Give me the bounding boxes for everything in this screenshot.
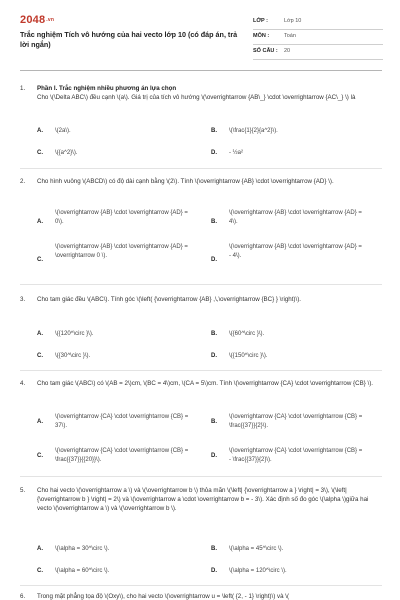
question-5 xyxy=(20,486,382,532)
question-body xyxy=(37,84,382,102)
question-number: 1. xyxy=(20,85,26,92)
option-label: C. xyxy=(37,453,43,459)
question-text: Cho tam giác \(ABC\) có \(AB = 2\)cm, \(BC = 4\)cm, \(CA = 5\)cm. Tính \(\overrightarrow {CA} \cdot \overrightarrow {CB} \). xyxy=(37,380,374,387)
option-text: \(\overrightarrow {AB} \cdot \overrightarrow {AD} = 4\). xyxy=(229,210,362,225)
question-separator xyxy=(20,370,382,371)
option-label: A. xyxy=(37,546,43,552)
option-text: \(2a\). xyxy=(55,128,71,134)
option-text: \(\overrightarrow {CA} \cdot \overrightarrow {CB} = - \frac{{37}}{2}\). xyxy=(229,448,363,463)
option-text: \(\overrightarrow {AB} \cdot \overrightarrow {AD} = \overrightarrow 0 \). xyxy=(55,244,188,259)
option-label: B. xyxy=(211,546,217,552)
option-label: A. xyxy=(37,331,43,337)
meta-value: Lớp 10 xyxy=(284,18,302,24)
question-separator xyxy=(20,585,382,586)
option-label: B. xyxy=(211,219,217,225)
option-text: \(\overrightarrow {CA} \cdot \overrightarrow {CB} = \frac{{37}}{2}\). xyxy=(229,414,363,429)
question-4 xyxy=(20,379,382,401)
meta-value: Toán xyxy=(284,33,296,39)
logo-suffix: .vn xyxy=(46,17,55,24)
option-label: B. xyxy=(211,128,217,134)
question-6 xyxy=(20,592,382,600)
question-3 xyxy=(20,295,382,317)
logo-main: 2048 xyxy=(20,14,46,26)
option-text: \(\overrightarrow {AB} \cdot \overrightarrow {AD} = - 4\). xyxy=(229,244,362,259)
option-text: \(\frac{1}{2}{a^2}\). xyxy=(229,128,278,134)
question-separator xyxy=(20,476,382,477)
meta-value: 20 xyxy=(284,48,291,54)
option-label: D. xyxy=(211,568,217,574)
option-label: D. xyxy=(211,453,217,459)
question-2 xyxy=(20,177,382,199)
option-label: C. xyxy=(37,353,43,359)
question-number: 2. xyxy=(20,178,26,185)
meta-row-subject xyxy=(253,30,383,45)
option-label: B. xyxy=(211,331,217,337)
meta-key: MÔN : xyxy=(253,33,270,39)
option-text: \(\overrightarrow {CA} \cdot \overrightarrow {CB} = 37\). xyxy=(55,414,189,429)
site-logo[interactable] xyxy=(20,14,54,26)
option-label: A. xyxy=(37,128,43,134)
question-text: Cho tam giác đều \(ABC\). Tính góc \(\left( {\overrightarrow {AB} ,\,\overrightarrow {BC} } \right)\). xyxy=(37,296,301,303)
option-label: D. xyxy=(211,353,217,359)
question-separator xyxy=(20,284,382,285)
option-text: \(\alpha = 45^\circ \). xyxy=(229,546,284,552)
option-label: C. xyxy=(37,568,43,574)
meta-row-count xyxy=(253,45,383,60)
meta-table xyxy=(253,15,383,60)
option-text: - ½a² xyxy=(229,150,244,156)
section-heading: Phần I. Trắc nghiệm nhiều phương án lựa chọn xyxy=(37,85,177,92)
option-label: D. xyxy=(211,257,217,263)
question-text: Trong mặt phẳng tọa độ \(Oxy\), cho hai vecto \(\overrightarrow u = \left( {2, - 1} \right)\) và \( xyxy=(37,593,290,600)
question-number: 6. xyxy=(20,593,26,600)
option-label: B. xyxy=(211,419,217,425)
question-number: 5. xyxy=(20,487,26,494)
option-label: C. xyxy=(37,257,43,263)
question-text: Cho hình vuông \(ABCD\) có độ dài cạnh bằng \(2\). Tính \(\overrightarrow {AB} \cdot \overrightarrow {AD} \). xyxy=(37,178,334,185)
option-text: \({30^\circ }\). xyxy=(55,353,91,359)
document-title: Trắc nghiệm Tích vô hướng của hai vecto lớp 10 (có đáp án, trả lời ngắn) xyxy=(20,30,238,49)
option-text: \({a^2}\). xyxy=(55,150,78,156)
option-label: A. xyxy=(37,419,43,425)
option-label: A. xyxy=(37,219,43,225)
header xyxy=(0,0,400,68)
option-text: \({60^\circ }\). xyxy=(229,331,265,337)
header-divider xyxy=(20,70,382,71)
meta-row-class xyxy=(253,15,383,30)
question-number: 4. xyxy=(20,380,26,387)
question-text: Cho \(\Delta ABC\) đều cạnh \(a\). Giá trị của tích vô hướng \(\overrightarrow {AB\_} \cdot \overrightarrow {AC\_} \) là xyxy=(37,94,356,102)
option-label: D. xyxy=(211,150,217,156)
option-text: \(\overrightarrow {CA} \cdot \overrightarrow {CB} = \frac{{37}}{{20}}\). xyxy=(55,448,189,463)
question-number: 3. xyxy=(20,296,26,303)
meta-key: SỐ CÂU : xyxy=(253,48,278,54)
option-text: \({150^\circ }\). xyxy=(229,353,268,359)
meta-key: LỚP : xyxy=(253,18,268,24)
option-text: \({120^\circ }\). xyxy=(55,331,94,337)
option-text: \(\overrightarrow {AB} \cdot \overrightarrow {AD} = 0\). xyxy=(55,210,188,225)
option-text: \(\alpha = 30^\circ \). xyxy=(55,546,110,552)
question-text: Cho hai vecto \(\overrightarrow a \) và \(\overrightarrow b \) thỏa mãn \(\left| {\overrightarrow a } \right| = 3\), \(\left| {\overrightarrow b } \right| = 2\) và \(\overrightarrow a \cdot \overrightarrow b = - 3\). Xác định số đo góc \(\alpha \)giữa hai vecto \(\overrightarrow a \) và \(\overrightarrow b \). xyxy=(37,487,369,513)
option-text: \(\alpha = 120^\circ \). xyxy=(229,568,287,574)
option-text: \(\alpha = 60^\circ \). xyxy=(55,568,110,574)
option-label: C. xyxy=(37,150,43,156)
question-separator xyxy=(20,168,382,169)
